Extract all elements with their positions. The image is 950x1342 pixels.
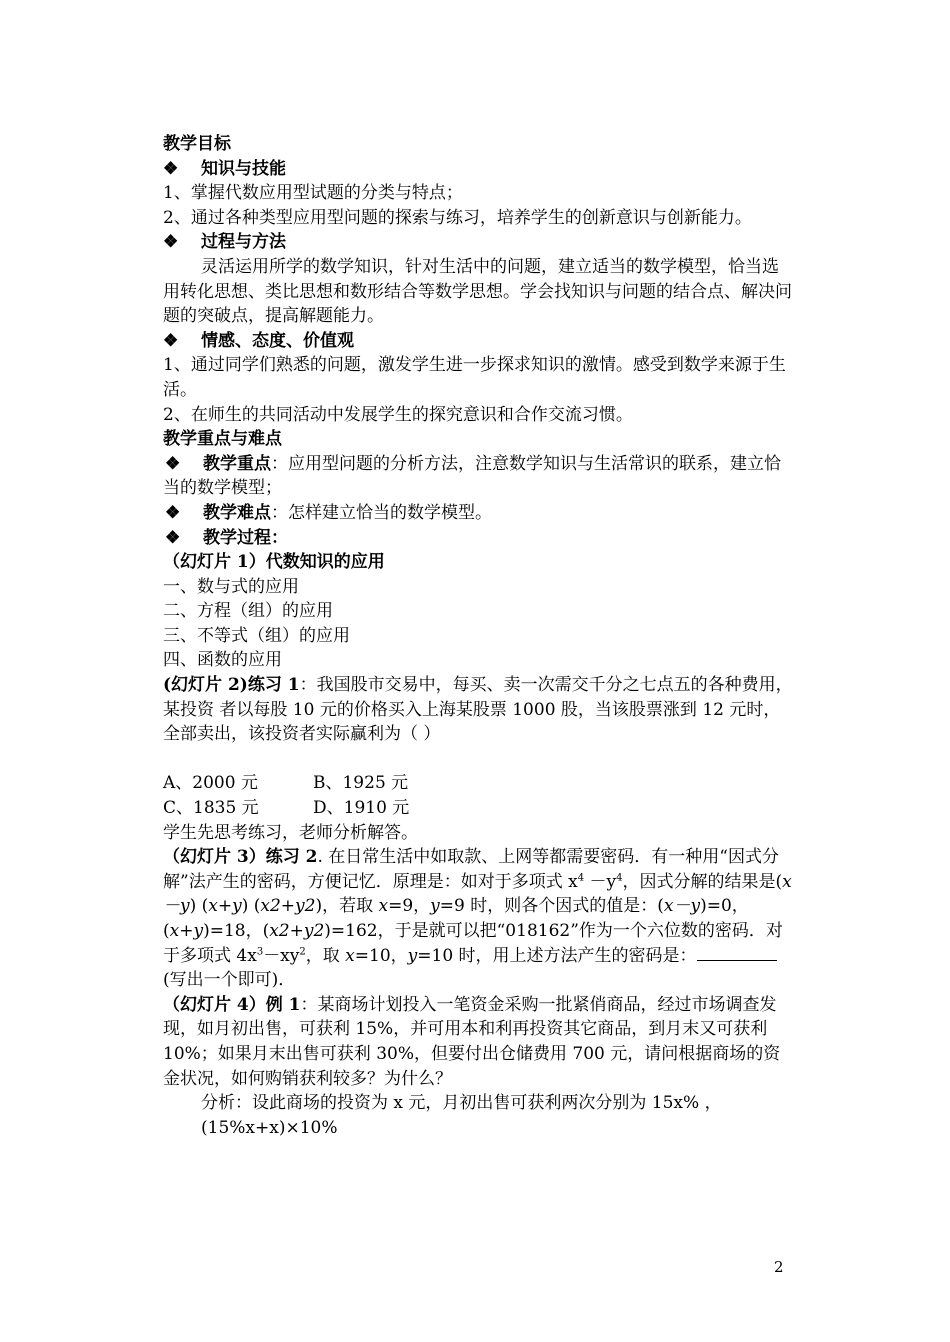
- difficulty-paragraph: [163, 501, 793, 526]
- slide4-label: （幻灯片 4）例 1: [163, 994, 301, 1015]
- process-heading: [163, 230, 793, 255]
- process-paragraph: 灵活运用所学的数学知识，针对生活中的问题，建立适当的数学模型，恰当选用转化思想、类比思想和数形结合等数学思想。学会找知识与问题的结合点、解决问题的突破点，提高解题能力。: [163, 256, 792, 327]
- teaching-process-label: 教学过程：: [203, 527, 288, 548]
- emotion-heading-text: 情感、态度、价值观: [201, 330, 354, 351]
- diamond-bullet-icon: ❖: [165, 453, 181, 474]
- key-points-heading: 教学重点与难点: [163, 429, 282, 450]
- option-b: B、1925 元: [313, 773, 409, 794]
- slide2-note: 学生先思考练习，老师分析解答。: [163, 822, 418, 843]
- answer-blank: [697, 946, 777, 961]
- slide1-heading: （幻灯片 1）代数知识的应用: [163, 552, 385, 573]
- slide4-text: ：某商场计划投入一笔资金采购一批紧俏商品，经过市场调查发现，如月初出售，可获利 15%，并可用本和利再投资其它商品，到月末又可获利 10%；如果月末出售可获利 30%，但要付出仓储费用 700 元，请问根据商场的资金状况，如何购销获利较多？为什么？: [163, 994, 781, 1089]
- knowledge-item-2: 2、通过各种类型应用型问题的探索与练习，培养学生的创新意识与创新能力。: [163, 207, 752, 228]
- page-title: 教学目标: [163, 134, 231, 154]
- focus-text: ：应用型问题的分析方法，注意数学知识与生活常识的联系，建立恰当的数学模型；: [163, 453, 781, 499]
- document-body: [163, 132, 793, 1140]
- option-a: A、2000 元: [163, 773, 258, 794]
- process-heading-text: 过程与方法: [201, 232, 286, 253]
- slide1-item: 二、方程（组）的应用: [163, 601, 333, 622]
- option-d: D、1910 元: [313, 798, 410, 819]
- slide4-question: [163, 993, 793, 1091]
- slide2-options-row-1: [163, 771, 793, 796]
- teaching-process-heading: [163, 526, 793, 551]
- diamond-bullet-icon: ❖: [165, 502, 181, 523]
- focus-paragraph: [163, 452, 793, 501]
- knowledge-heading-text: 知识与技能: [201, 158, 286, 179]
- slide1-item: 一、数与式的应用: [163, 576, 299, 597]
- slide1-item: 三、不等式（组）的应用: [163, 625, 350, 646]
- blank-line: [163, 747, 793, 772]
- diamond-bullet-icon: ❖: [163, 330, 179, 351]
- slide4-analysis-line-2: (15%x+x)×10%: [201, 1117, 338, 1138]
- option-c: C、1835 元: [163, 798, 259, 819]
- slide2-text: ：我国股市交易中，每买、卖一次需交千分之七点五的各种费用，某投资 者以每股 10 元的价格买入上海某股票 1000 股，当该股票涨到 12 元时，全部卖出，该投资者实际赢利为（ ）: [163, 675, 793, 745]
- knowledge-item-1: 1、掌握代数应用型试题的分类与特点；: [163, 183, 463, 204]
- focus-label: 教学重点: [203, 453, 271, 474]
- emotion-heading: [163, 329, 793, 354]
- knowledge-heading: [163, 157, 793, 182]
- page-number: 2: [774, 1258, 784, 1276]
- slide2-label: (幻灯片 2)练习 1: [163, 675, 300, 696]
- diamond-bullet-icon: ❖: [165, 527, 181, 548]
- diamond-bullet-icon: ❖: [163, 158, 179, 179]
- diamond-bullet-icon: ❖: [163, 232, 179, 253]
- slide2-question: [163, 673, 793, 747]
- emotion-item-1: 1、通过同学们熟悉的问题，激发学生进一步探求知识的激情。感受到数学来源于生活。: [163, 355, 786, 400]
- slide3-label: （幻灯片 3）练习 2: [163, 847, 318, 868]
- slide1-item: 四、函数的应用: [163, 650, 282, 671]
- difficulty-text: ：怎样建立恰当的数学模型。: [271, 502, 492, 523]
- slide4-analysis-line-1: 分析：设此商场的投资为 x 元，月初出售可获利两次分别为 15x% ，: [201, 1093, 722, 1114]
- slide2-options-row-2: [163, 796, 793, 821]
- difficulty-label: 教学难点: [203, 502, 271, 523]
- slide3-question: （幻灯片 3）练习 2. 在日常生活中如取款、上网等都需要密码．有一种用“因式分解”法产生的密码，方便记忆．原理是：如对于多项式 $x^4 -y^4$，因式分解的结果是(x－y) (x+y) (x2+y2)，若取 x=9，y=9 时，则各个因式的值是：(x－y)=0，(x+y)=18，(x2+y2)=162，于是就可以把“018162”作为一个六位数的密码．对于多项式 $4x^3-xy^2$，取 x=10，y=10 时，用上述方法产生的密码是：(写出一个即可)．: [163, 847, 792, 991]
- emotion-item-2: 2、在师生的共同活动中发展学生的探究意识和合作交流习惯。: [163, 404, 633, 425]
